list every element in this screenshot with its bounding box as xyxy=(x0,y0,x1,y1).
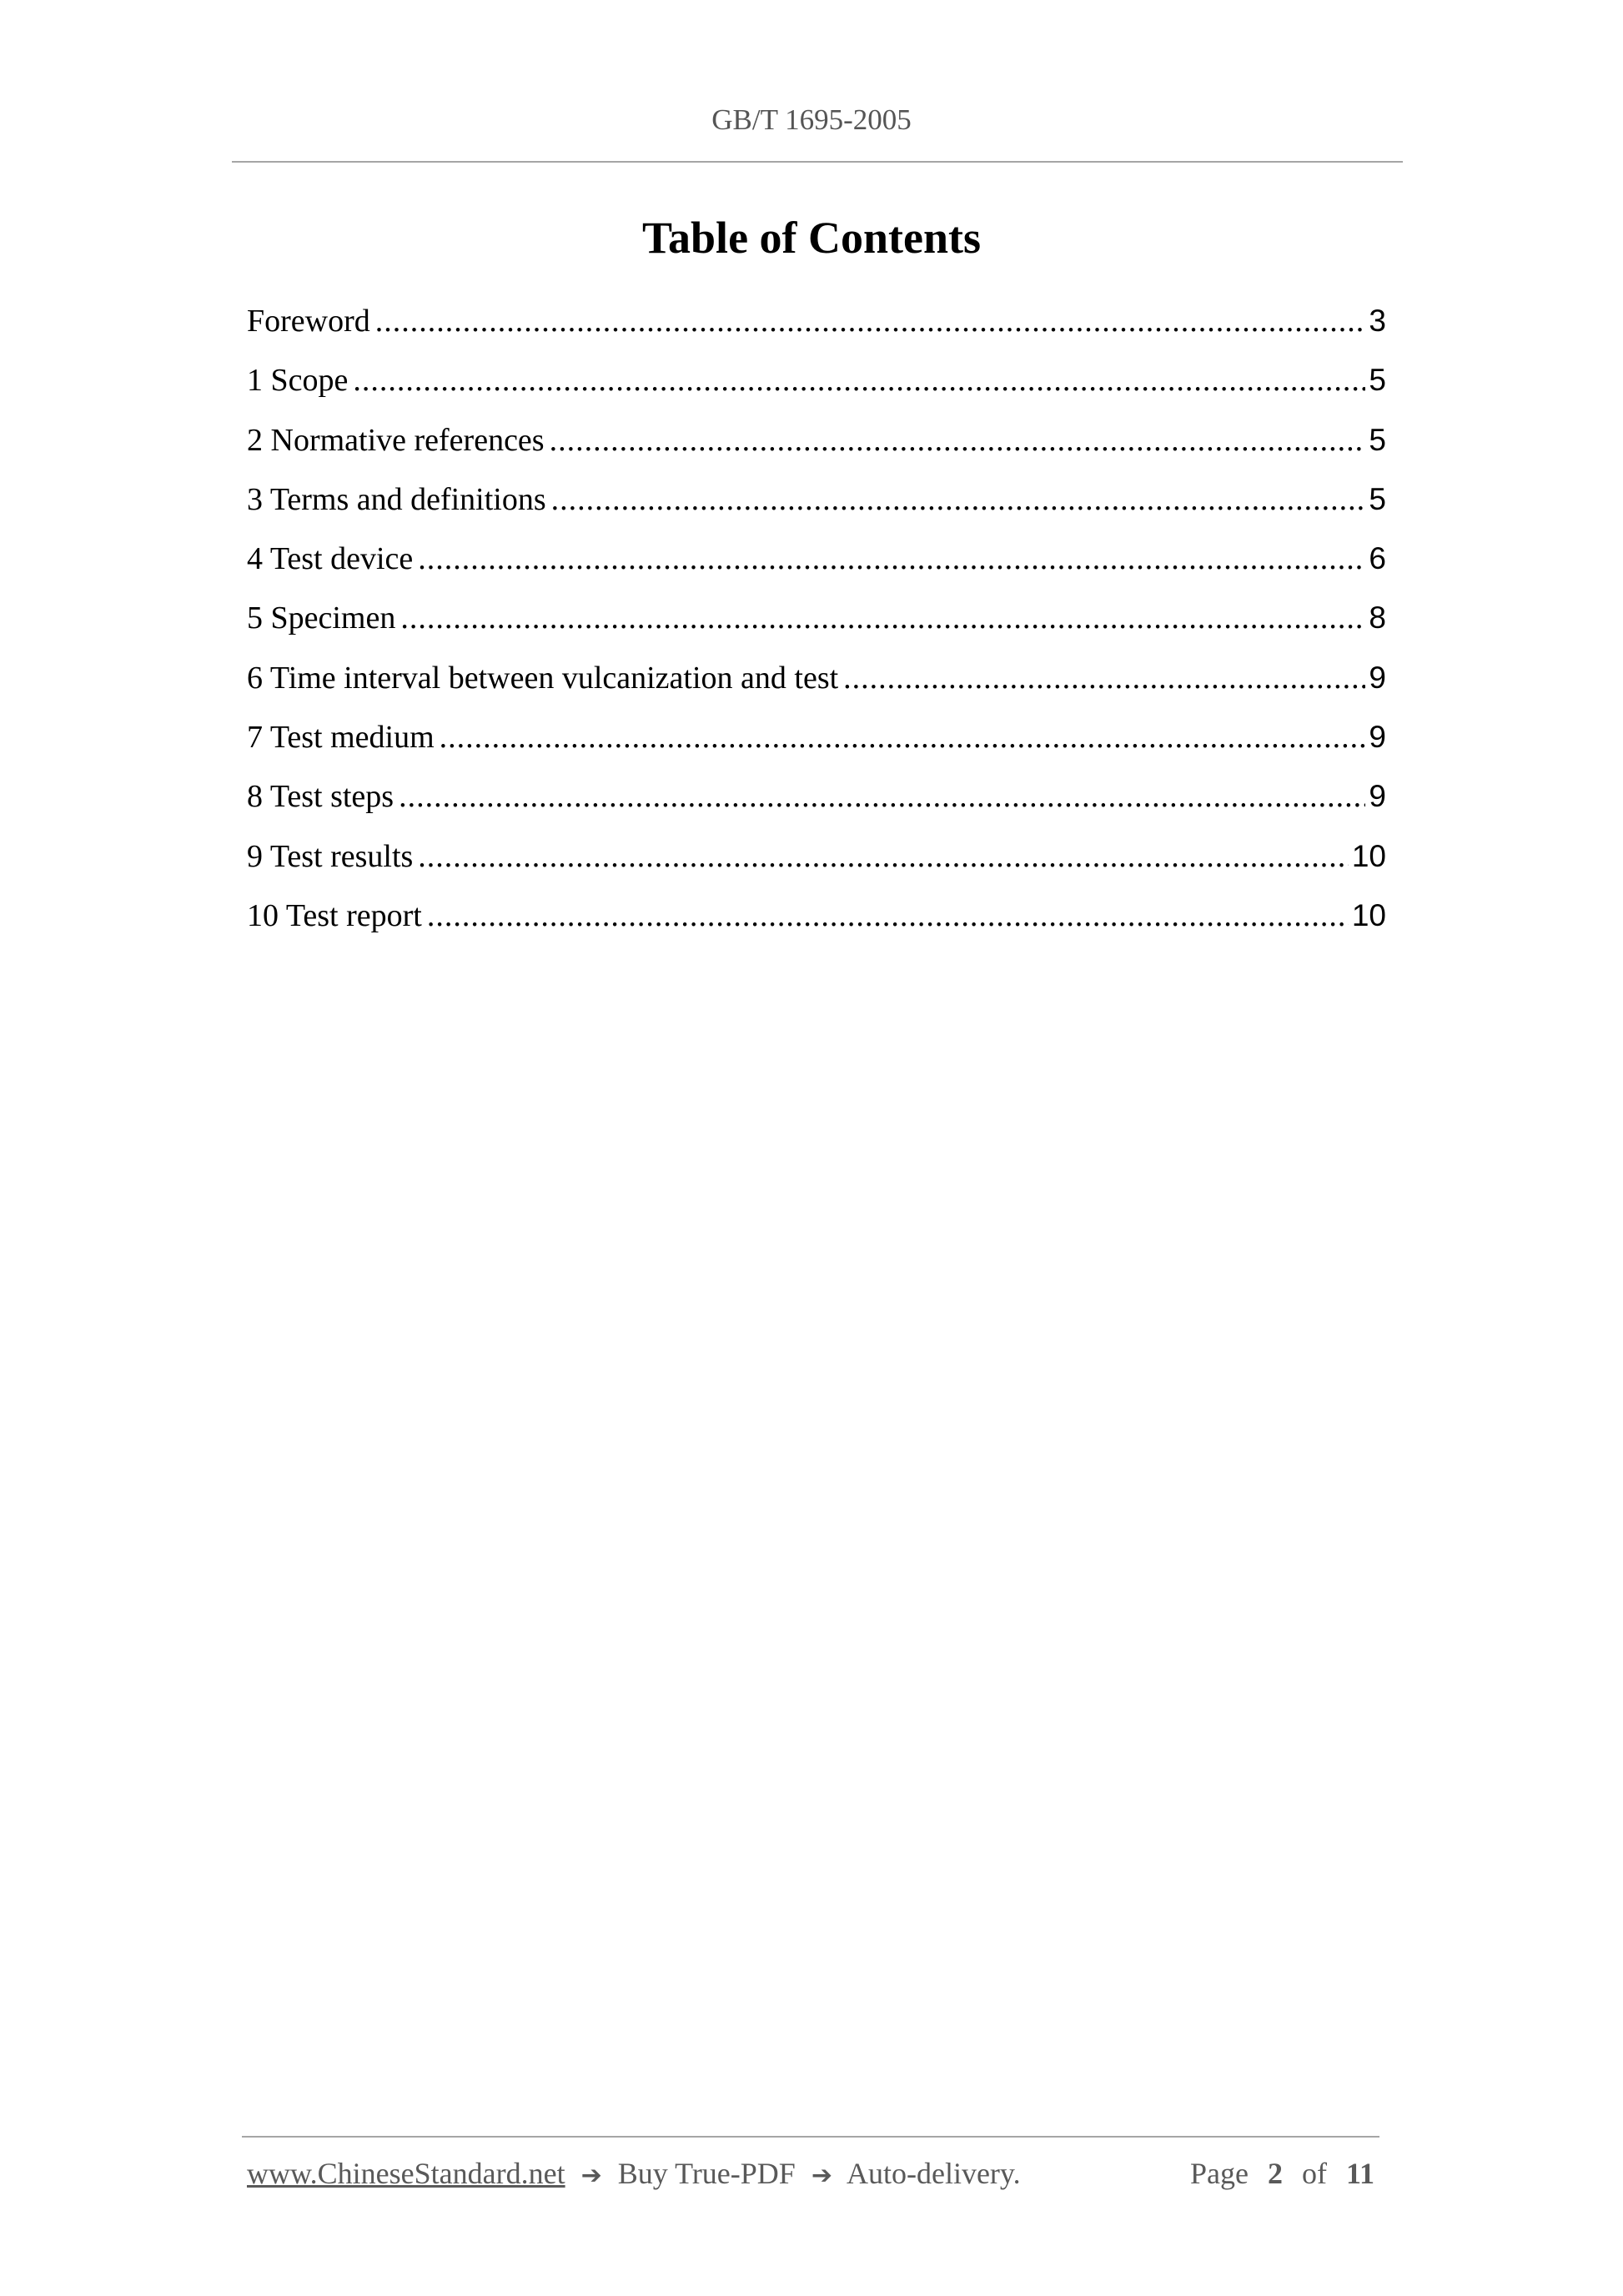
toc-entry-terms-and-definitions[interactable] xyxy=(247,475,1386,534)
toc-page-number: 9 xyxy=(1369,660,1386,695)
toc-page-number: 10 xyxy=(1351,838,1386,873)
page-footer xyxy=(247,2156,1374,2191)
toc-label: 4 Test device xyxy=(247,541,414,577)
toc-leader-dots xyxy=(427,891,1349,941)
toc-page-number: 5 xyxy=(1369,422,1386,457)
toc-page-number: 6 xyxy=(1369,541,1386,576)
toc-leader-dots xyxy=(418,534,1365,584)
page-indicator xyxy=(1190,2156,1374,2191)
toc-entry-foreword[interactable] xyxy=(247,296,1386,355)
toc-label: 10 Test report xyxy=(247,897,422,933)
toc-leader-dots xyxy=(440,712,1366,762)
toc-label: 6 Time interval between vulcanization and test xyxy=(247,660,839,696)
toc-label: 7 Test medium xyxy=(247,720,435,756)
current-page-number: 2 xyxy=(1267,2157,1283,2190)
toc-entry-test-report[interactable] xyxy=(247,891,1386,950)
footer-divider xyxy=(242,2136,1379,2138)
toc-leader-dots xyxy=(551,475,1366,525)
toc-leader-dots xyxy=(550,415,1366,465)
toc-page-number: 9 xyxy=(1369,720,1386,755)
toc-entry-scope[interactable] xyxy=(247,355,1386,414)
toc-leader-dots xyxy=(843,653,1365,703)
toc-label: 2 Normative references xyxy=(247,422,545,458)
toc-label: Foreword xyxy=(247,304,370,339)
toc-entry-test-medium[interactable] xyxy=(247,712,1386,771)
toc-leader-dots xyxy=(375,296,1366,346)
toc-label: 1 Scope xyxy=(247,363,349,399)
toc-entry-time-interval[interactable] xyxy=(247,653,1386,712)
toc-entry-normative-references[interactable] xyxy=(247,415,1386,475)
toc-page-number: 9 xyxy=(1369,779,1386,814)
toc-label: 9 Test results xyxy=(247,838,414,874)
toc-leader-dots xyxy=(400,593,1365,643)
toc-label: 3 Terms and definitions xyxy=(247,481,546,517)
toc-page-number: 5 xyxy=(1369,481,1386,516)
toc-label: 5 Specimen xyxy=(247,600,396,636)
website-link[interactable]: www.ChineseStandard.net xyxy=(247,2157,565,2190)
header-divider xyxy=(232,161,1403,163)
toc-label: 8 Test steps xyxy=(247,779,394,815)
toc-page-number: 3 xyxy=(1369,304,1386,338)
right-arrow-icon: ➔ xyxy=(811,2161,832,2190)
right-arrow-icon: ➔ xyxy=(580,2161,602,2190)
toc-page-number: 8 xyxy=(1369,600,1386,636)
toc-entry-test-device[interactable] xyxy=(247,534,1386,593)
total-pages-number: 11 xyxy=(1345,2157,1374,2190)
toc-leader-dots xyxy=(399,771,1365,821)
footer-promo xyxy=(247,2156,1021,2191)
page-title: Table of Contents xyxy=(641,213,982,263)
toc-entry-test-results[interactable] xyxy=(247,831,1386,891)
toc-entry-specimen[interactable] xyxy=(247,593,1386,652)
buy-text: Buy True-PDF xyxy=(617,2157,796,2190)
delivery-text: Auto-delivery. xyxy=(846,2157,1021,2190)
toc-entry-test-steps[interactable] xyxy=(247,771,1386,831)
table-of-contents xyxy=(247,296,1386,950)
toc-leader-dots xyxy=(418,831,1349,882)
document-code: GB/T 1695-2005 xyxy=(711,103,912,136)
toc-leader-dots xyxy=(353,355,1365,405)
toc-page-number: 10 xyxy=(1351,897,1386,932)
page-label: Page xyxy=(1190,2157,1249,2190)
toc-page-number: 5 xyxy=(1369,363,1386,398)
page-of-label: of xyxy=(1301,2157,1327,2190)
